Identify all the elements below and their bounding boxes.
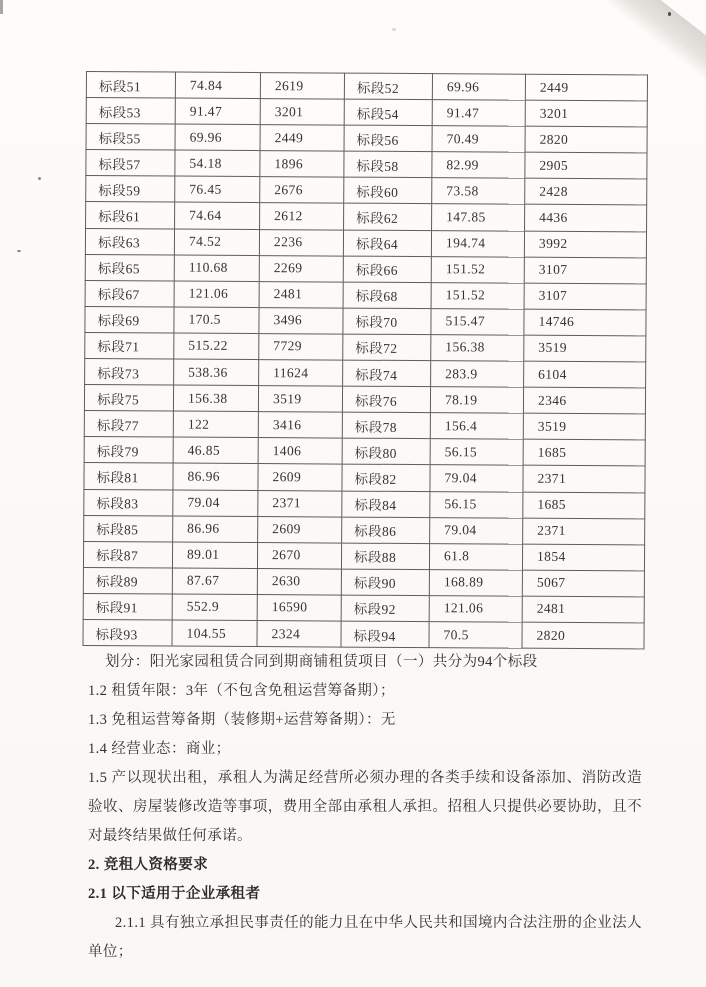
price-value: 3992 — [524, 231, 646, 258]
area-value: 86.96 — [173, 463, 258, 490]
price-value: 2324 — [257, 621, 341, 648]
table-row — [85, 280, 646, 310]
scan-speck — [38, 177, 41, 180]
bid-section-label: 标段70 — [343, 308, 431, 335]
bid-section-label: 标段75 — [84, 385, 173, 412]
price-value: 6104 — [524, 361, 646, 388]
bid-section-label: 标段69 — [85, 306, 174, 333]
price-value: 4436 — [525, 205, 647, 232]
area-value: 170.5 — [174, 307, 259, 334]
price-value: 7729 — [259, 333, 343, 360]
bid-section-label: 标段73 — [85, 359, 174, 386]
bid-section-label: 标段87 — [83, 541, 172, 568]
bid-section-label: 标段71 — [85, 332, 174, 359]
price-value: 2481 — [259, 281, 343, 308]
paragraph-division: 划分：阳光家园租赁合同到期商铺租赁项目（一）共分为94个标段 — [105, 654, 538, 670]
bid-section-label: 标段55 — [86, 124, 175, 151]
price-value: 2609 — [258, 516, 342, 543]
table-row — [83, 593, 644, 623]
bid-section-label: 标段64 — [343, 230, 431, 257]
price-value: 2428 — [525, 179, 647, 206]
area-value: 79.04 — [430, 517, 523, 544]
bid-section-label: 标段93 — [83, 619, 172, 646]
document-text-block — [88, 648, 642, 967]
area-value: 70.5 — [429, 622, 522, 649]
scan-corner-shadow — [590, 0, 706, 83]
price-value: 2371 — [523, 466, 645, 493]
area-value: 110.68 — [174, 255, 259, 282]
price-value: 3107 — [524, 283, 646, 310]
bid-section-label: 标段77 — [84, 411, 173, 438]
area-value: 515.22 — [174, 333, 259, 360]
area-value: 121.06 — [174, 281, 259, 308]
price-value: 2676 — [260, 177, 344, 204]
area-value: 79.04 — [173, 490, 258, 517]
area-value: 283.9 — [431, 361, 524, 388]
bid-section-label: 标段67 — [85, 280, 174, 307]
area-value: 79.04 — [430, 465, 523, 492]
table-row — [84, 489, 645, 519]
scan-speck — [668, 12, 671, 16]
bid-section-label: 标段65 — [85, 254, 174, 281]
bid-section-label: 标段88 — [341, 543, 429, 570]
bid-section-label: 标段89 — [83, 567, 172, 594]
bid-section-label: 标段54 — [344, 99, 432, 126]
area-value: 552.9 — [172, 594, 257, 621]
area-value: 86.96 — [173, 516, 258, 543]
bid-section-label: 标段82 — [342, 464, 430, 491]
area-value: 89.01 — [172, 542, 257, 569]
price-value: 2609 — [258, 464, 342, 491]
price-value: 1854 — [522, 544, 644, 571]
table-row — [85, 306, 646, 336]
price-value: 2269 — [259, 255, 343, 282]
price-value: 2481 — [522, 596, 644, 623]
bid-section-label: 标段61 — [86, 202, 175, 229]
area-value: 538.36 — [174, 359, 259, 386]
table-row — [86, 150, 647, 180]
bid-section-label: 标段78 — [342, 412, 430, 439]
area-value: 69.96 — [175, 124, 260, 151]
table-row — [85, 332, 646, 362]
area-value: 74.64 — [175, 203, 260, 230]
clause-1-3: 1.3 免租运营筹备期（装修期+运营筹备期）：无 — [88, 712, 396, 728]
price-value: 2820 — [525, 126, 647, 153]
bid-section-label: 标段68 — [343, 282, 431, 309]
area-value: 91.47 — [175, 98, 260, 125]
area-value: 515.47 — [431, 308, 524, 335]
price-value: 2670 — [257, 542, 341, 569]
bid-section-label: 标段90 — [341, 569, 429, 596]
price-value: 1685 — [523, 492, 645, 519]
area-value: 91.47 — [432, 100, 525, 127]
bid-section-label: 标段53 — [86, 98, 175, 125]
table-row — [86, 124, 647, 154]
price-value: 3519 — [523, 413, 645, 440]
price-value: 16590 — [257, 594, 341, 621]
area-value: 69.96 — [432, 74, 525, 101]
area-value: 156.38 — [173, 385, 258, 412]
table-row — [85, 359, 646, 389]
table-row — [86, 202, 647, 232]
bid-section-label: 标段72 — [343, 334, 431, 361]
clause-1-5: 1.5 产以现状出租，承租人为满足经营所必须办理的各类手续和设备添加、消防改造验收、房屋装修改造等事项，费用全部由承租人承担。招租人只提供必要协助，且不对最终结果做任何承诺。 — [88, 770, 642, 844]
bid-table-body — [83, 72, 647, 649]
price-value: 2371 — [258, 490, 342, 517]
area-value: 151.52 — [431, 256, 524, 283]
area-value: 61.8 — [429, 543, 522, 570]
price-value: 2630 — [257, 568, 341, 595]
bid-section-label: 标段57 — [86, 150, 175, 177]
price-value: 3496 — [259, 307, 343, 334]
table-row — [86, 72, 647, 102]
area-value: 56.15 — [430, 491, 523, 518]
area-value: 194.74 — [431, 230, 524, 257]
price-value: 2346 — [523, 387, 645, 414]
area-value: 73.58 — [432, 178, 525, 205]
area-value: 46.85 — [173, 437, 258, 464]
scan-speck — [17, 250, 21, 252]
table-row — [83, 541, 644, 571]
price-value: 2236 — [259, 229, 343, 256]
area-value: 78.19 — [430, 387, 523, 414]
area-value: 70.49 — [432, 126, 525, 153]
price-value: 3201 — [525, 100, 647, 127]
table-row — [84, 411, 645, 441]
bid-section-label: 标段60 — [344, 177, 432, 204]
table-row — [83, 619, 644, 649]
area-value: 147.85 — [432, 204, 525, 231]
area-value: 151.52 — [431, 282, 524, 309]
table-row — [83, 567, 644, 597]
clause-2-1-1: 2.1.1 具有独立承担民事责任的能力且在中华人民共和国境内合法注册的企业法人单位； — [88, 915, 642, 960]
bid-section-label: 标段66 — [343, 256, 431, 283]
price-value: 3519 — [524, 335, 646, 362]
table-row — [86, 176, 647, 206]
price-value: 3107 — [524, 257, 646, 284]
bid-section-label: 标段91 — [83, 593, 172, 620]
scan-speck — [392, 28, 396, 31]
bid-section-label: 标段79 — [84, 437, 173, 464]
price-value: 2449 — [525, 74, 647, 101]
price-value: 2449 — [260, 125, 344, 152]
price-value: 1406 — [258, 438, 342, 465]
area-value: 122 — [173, 411, 258, 438]
price-value: 1685 — [523, 439, 645, 466]
clause-1-2: 1.2 租赁年限：3年（不包含免租运营筹备期）； — [88, 683, 395, 699]
bid-section-label: 标段83 — [84, 489, 173, 516]
scan-edge-mark — [0, 0, 3, 14]
area-value: 168.89 — [429, 569, 522, 596]
bid-section-label: 标段94 — [341, 621, 429, 648]
area-value: 76.45 — [175, 176, 260, 203]
area-value: 74.52 — [174, 229, 259, 256]
clause-1-4: 1.4 经营业态：商业； — [88, 741, 231, 757]
bid-section-label: 标段86 — [342, 517, 430, 544]
price-value: 14746 — [524, 309, 646, 336]
area-value: 54.18 — [175, 150, 260, 177]
area-value: 87.67 — [172, 568, 257, 595]
price-value: 2371 — [523, 518, 645, 545]
area-value: 156.38 — [431, 335, 524, 362]
area-value: 56.15 — [430, 439, 523, 466]
price-value: 11624 — [259, 360, 343, 387]
table-row — [84, 385, 645, 415]
bid-section-label: 标段58 — [344, 151, 432, 178]
bid-section-label: 标段81 — [84, 463, 173, 490]
price-value: 3519 — [258, 386, 342, 413]
bid-section-label: 标段80 — [342, 438, 430, 465]
bid-section-label: 标段52 — [344, 73, 432, 100]
price-value: 3201 — [260, 99, 344, 126]
price-value: 2905 — [525, 152, 647, 179]
bid-section-label: 标段51 — [86, 72, 175, 99]
area-value: 121.06 — [429, 595, 522, 622]
area-value: 104.55 — [172, 620, 257, 647]
price-value: 5067 — [522, 570, 644, 597]
table-row — [85, 228, 646, 258]
area-value: 156.4 — [430, 413, 523, 440]
bid-section-label: 标段84 — [342, 491, 430, 518]
price-value: 2619 — [260, 73, 344, 100]
price-value: 3416 — [258, 412, 342, 439]
table-row — [84, 515, 645, 545]
price-value: 2820 — [522, 622, 644, 649]
bid-section-label: 标段63 — [85, 228, 174, 255]
bid-section-label: 标段76 — [342, 386, 430, 413]
bid-section-label: 标段62 — [344, 204, 432, 231]
clause-2-1: 2.1 以下适用于企业承租者 — [88, 886, 261, 902]
bid-section-label: 标段85 — [84, 515, 173, 542]
heading-2: 2. 竞租人资格要求 — [88, 857, 208, 873]
table-row — [85, 254, 646, 284]
bid-section-label: 标段56 — [344, 125, 432, 152]
area-value: 74.84 — [175, 72, 260, 99]
table-row — [84, 437, 645, 467]
area-value: 82.99 — [432, 152, 525, 179]
table-row — [86, 98, 647, 128]
price-value: 1896 — [260, 151, 344, 178]
price-value: 2612 — [260, 203, 344, 230]
table-row — [84, 463, 645, 493]
bid-section-label: 标段59 — [86, 176, 175, 203]
bid-section-label: 标段74 — [343, 360, 431, 387]
bid-section-label: 标段92 — [341, 595, 429, 622]
bid-sections-table — [82, 71, 648, 649]
